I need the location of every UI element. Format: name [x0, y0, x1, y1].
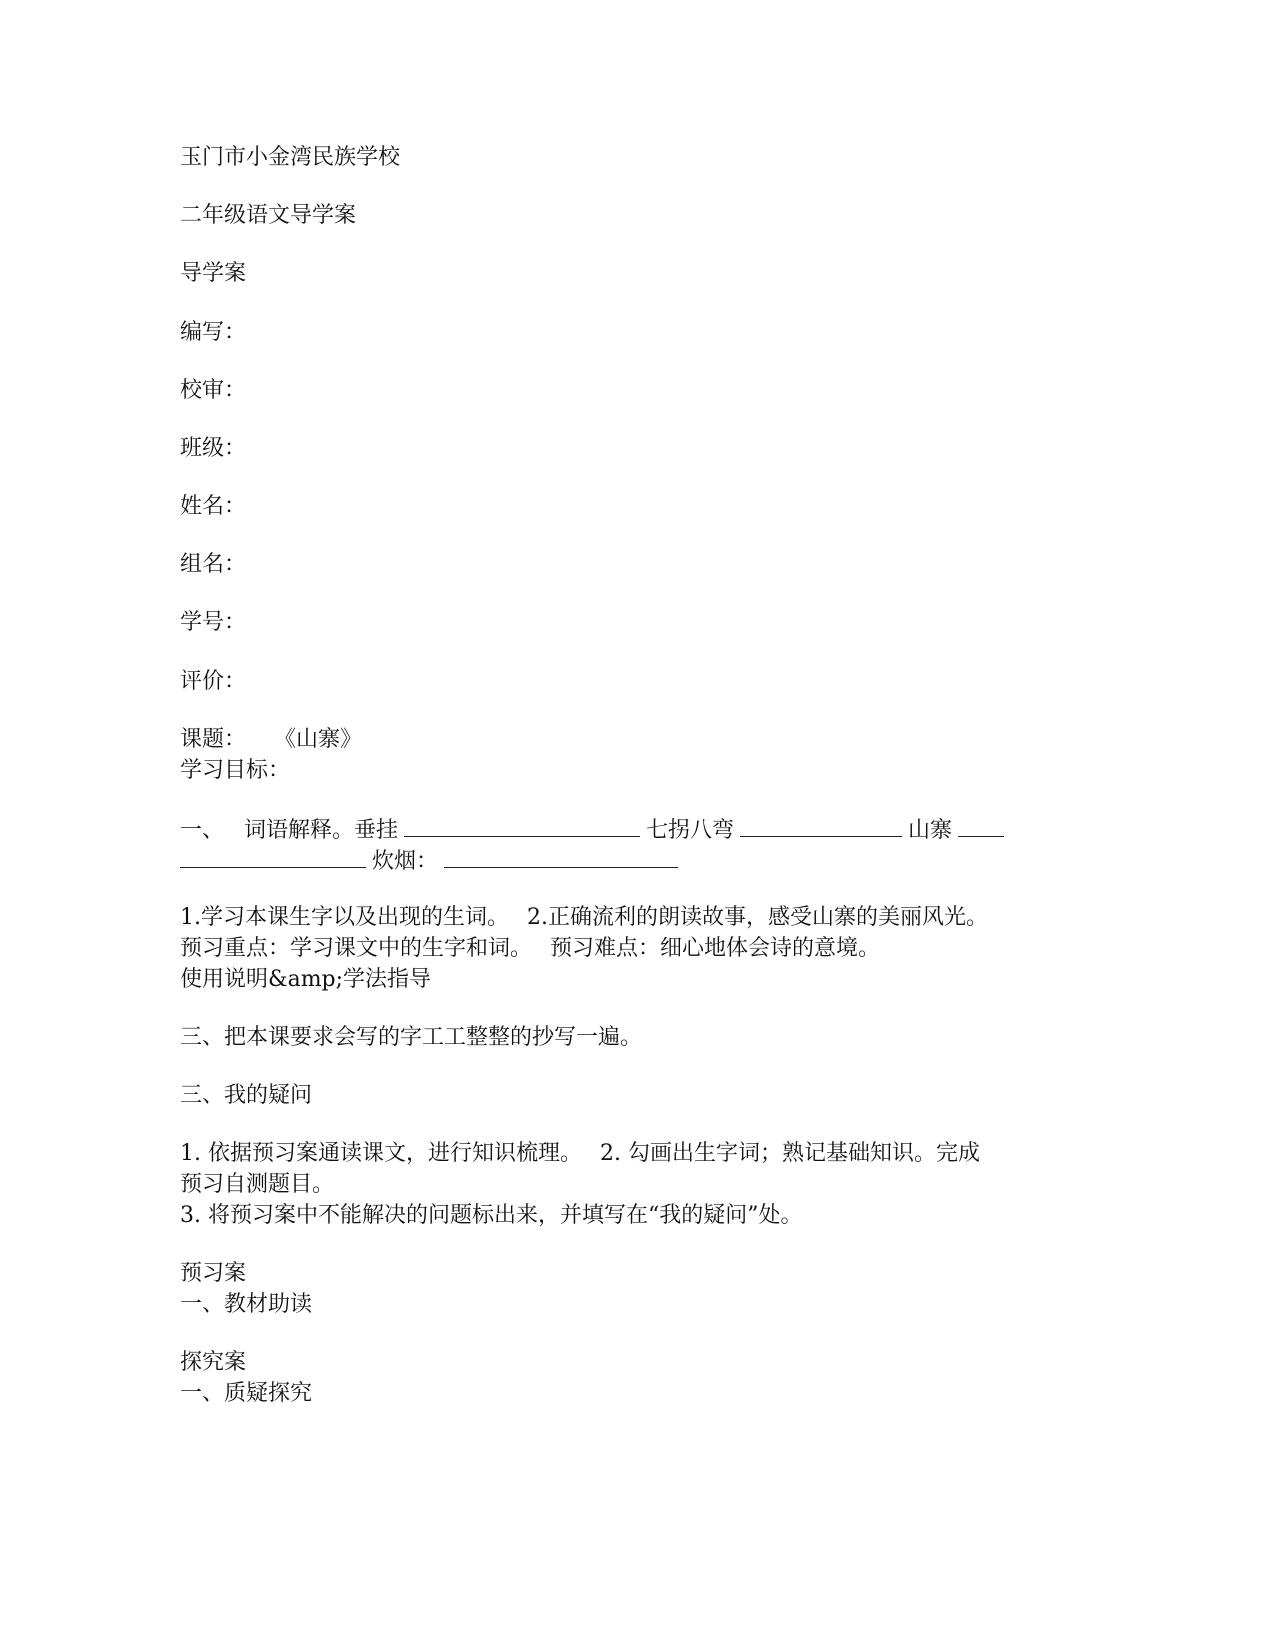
document-type: 导学案 [180, 261, 247, 286]
questions-heading: 三、我的疑问 [180, 1083, 313, 1108]
goal-2: 2.正确流利的朗读故事，感受山寨的美丽风光。 [527, 905, 988, 930]
vocab-intro: 词语解释。垂挂 [244, 818, 399, 843]
instruction-3: 3. 将预习案中不能解决的问题标出来，并填写在“我的疑问”处。 [180, 1203, 803, 1228]
reviewer-field-label: 校审： [180, 378, 247, 403]
evaluation-field-label: 评价： [180, 669, 247, 694]
vocab-word-qiguai: 七拐八弯 [646, 818, 735, 843]
vocab-line-2 [180, 845, 684, 877]
answer-blank-shanzhai-continued[interactable] [180, 845, 366, 868]
preview-difficulty: 预习难点：细心地体会诗的意境。 [550, 936, 881, 961]
topic-line [180, 725, 362, 755]
vocab-line-1 [180, 814, 1010, 846]
group-field-label: 组名： [180, 552, 247, 577]
answer-blank-hang[interactable] [404, 814, 640, 837]
topic-title: 《山寨》 [274, 727, 363, 752]
instruction-2: 2. 勾画出生字词；熟记基础知识。完成 [600, 1141, 980, 1166]
student-number-field-label: 学号： [180, 610, 247, 635]
answer-blank-chuiyan[interactable] [444, 845, 678, 868]
preview-heading: 预习案 [180, 1261, 247, 1286]
topic-label: 课题： [180, 727, 247, 752]
vocab-number: 一、 [180, 818, 225, 843]
author-field-label: 编写： [180, 320, 247, 345]
name-field-label: 姓名： [180, 494, 247, 519]
instruction-line-1 [180, 1139, 980, 1169]
textbook-reading-section: 一、教材助读 [180, 1292, 313, 1317]
focus-line [180, 934, 880, 964]
subject-title: 二年级语文导学案 [180, 203, 357, 228]
school-name: 玉门市小金湾民族学校 [180, 145, 401, 170]
preview-focus: 预习重点：学习课文中的生字和词。 [180, 936, 533, 961]
goals-line [180, 903, 988, 933]
explore-heading: 探究案 [180, 1350, 247, 1375]
class-field-label: 班级： [180, 436, 247, 461]
answer-blank-shanzhai[interactable] [958, 814, 1004, 837]
goal-1: 1.学习本课生字以及出现的生词。 [180, 905, 509, 930]
copy-task: 三、把本课要求会写的字工工整整的抄写一遍。 [180, 1025, 643, 1050]
objectives-heading: 学习目标： [180, 758, 291, 783]
inquiry-section: 一、质疑探究 [180, 1381, 313, 1406]
answer-blank-qiguai[interactable] [740, 814, 902, 837]
vocab-word-chuiyan: 炊烟： [372, 849, 439, 874]
vocab-word-shanzhai: 山寨 [908, 818, 953, 843]
usage-guide: 使用说明&amp;学法指导 [180, 967, 432, 992]
instruction-2-continued: 预习自测题目。 [180, 1172, 335, 1197]
instruction-1: 1. 依据预习案通读课文，进行知识梳理。 [180, 1141, 582, 1166]
